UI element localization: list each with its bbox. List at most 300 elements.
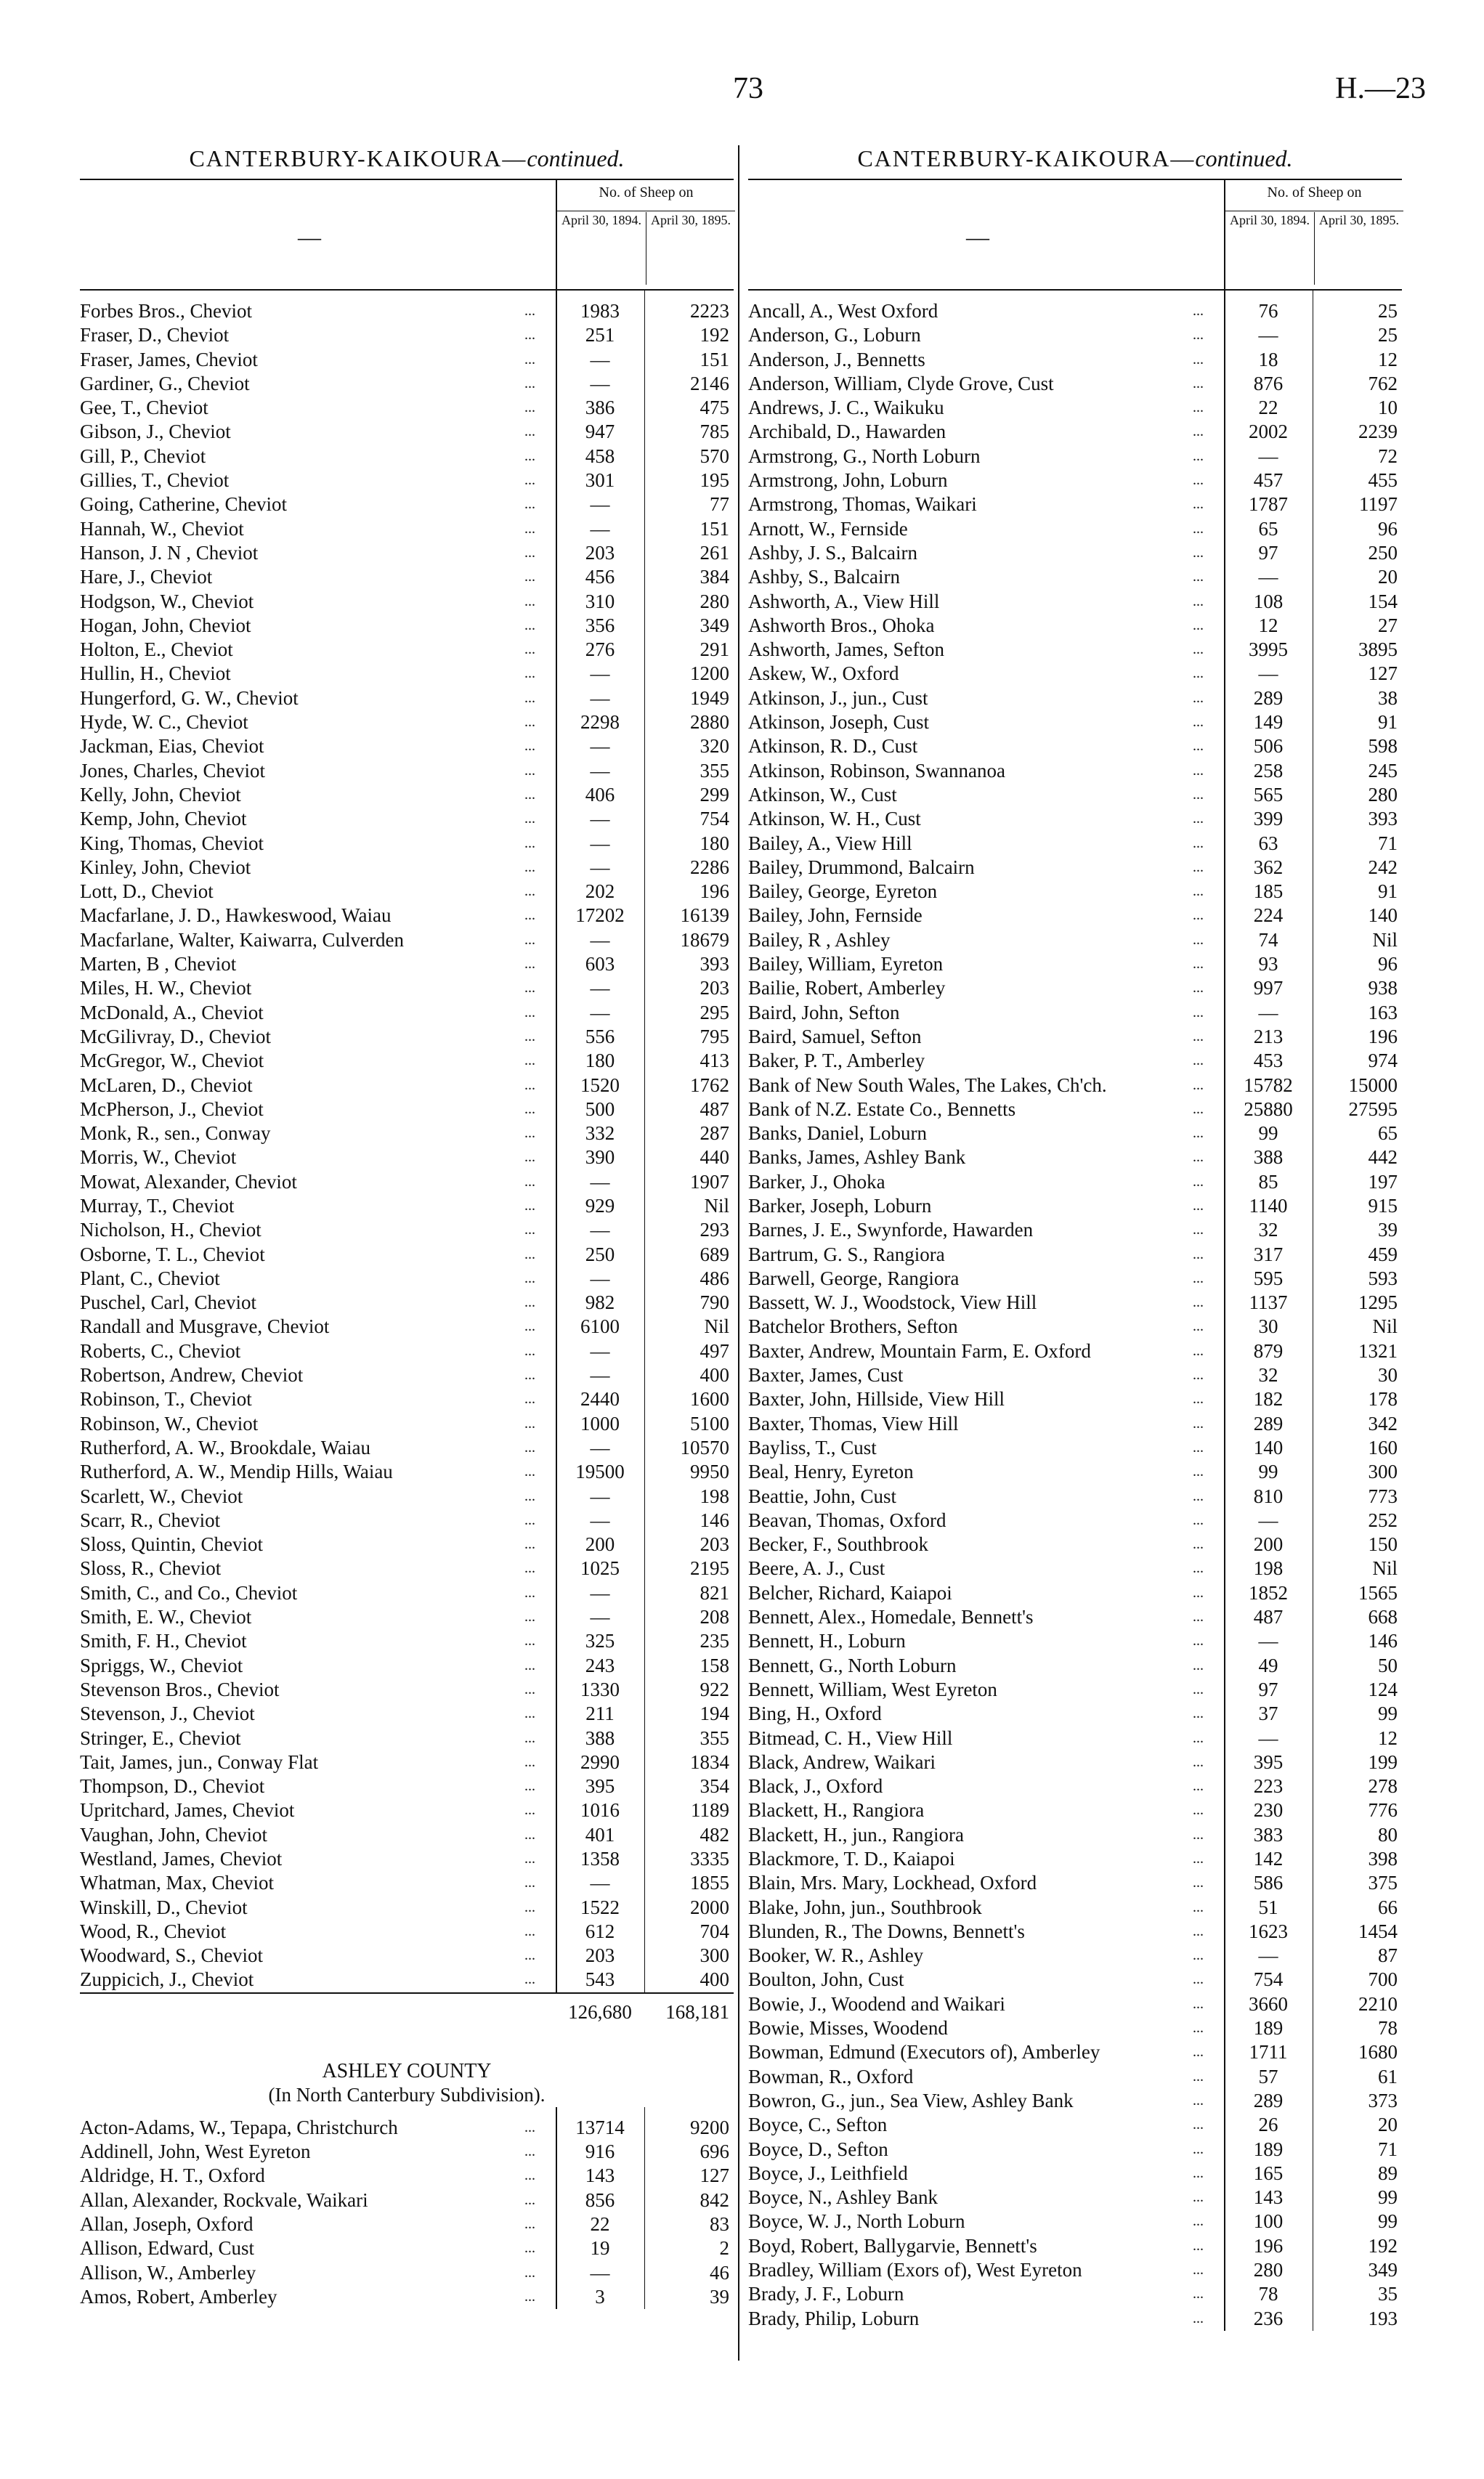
sheep-1894: 310 (585, 590, 615, 612)
sheep-1894: 388 (585, 1727, 615, 1749)
holder-name: Blackett, H., jun., Rangiora (748, 1823, 964, 1846)
sheep-1894: 189 (1253, 2138, 1284, 2160)
holder-name: Stringer, E., Cheviot (80, 1727, 241, 1749)
leader-dots: ... (1193, 2286, 1204, 2302)
sheep-1894: 3 (595, 2285, 605, 2308)
table-row (80, 348, 734, 372)
sheep-1894: 182 (1253, 1388, 1284, 1411)
holder-name: Baxter, John, Hillside, View Hill (748, 1388, 1005, 1411)
table-row (80, 662, 734, 686)
holder-name: Arnott, W., Fernside (748, 517, 908, 540)
sheep-1895: 2000 (690, 1896, 729, 1918)
holder-name: Morris, W., Cheviot (80, 1146, 237, 1169)
leader-dots: ... (1193, 2189, 1204, 2206)
sheep-1894: 453 (1253, 1050, 1284, 1072)
holder-name: Ancall, A., West Oxford (748, 300, 938, 322)
sheep-1895: 475 (700, 397, 729, 419)
sheep-1894: 565 (1253, 783, 1284, 806)
leader-dots: ... (1193, 2310, 1204, 2326)
sheep-1895: 39 (710, 2285, 729, 2308)
table-row (80, 832, 734, 856)
sheep-1895: 96 (1378, 953, 1398, 975)
sheep-1894: 76 (1258, 300, 1278, 322)
leader-dots: ... (1193, 2092, 1204, 2109)
sheep-1895: 1295 (1358, 1291, 1398, 1314)
table-row (748, 1871, 1402, 1895)
sheep-1894: 289 (1253, 686, 1284, 709)
header-dash: — (966, 224, 989, 250)
leader-dots: ... (524, 811, 535, 827)
holder-name: Baxter, Andrew, Mountain Farm, E. Oxford (748, 1339, 1091, 1362)
sheep-1895: 2223 (690, 300, 729, 322)
holder-name: Atkinson, R. D., Cust (748, 735, 918, 758)
sheep-1894: — (590, 686, 610, 709)
holder-name: Bowie, J., Woodend and Waikari (748, 1992, 1005, 2015)
holder-name: Atkinson, J., jun., Cust (748, 686, 928, 709)
leader-dots: ... (524, 1076, 535, 1093)
holder-name: Upritchard, James, Cheviot (80, 1799, 295, 1822)
holder-name: Armstrong, G., North Loburn (748, 445, 981, 467)
leader-dots: ... (524, 447, 535, 464)
sheep-1895: 299 (700, 783, 729, 806)
leader-dots: ... (1193, 1826, 1204, 1843)
holder-name: Batchelor Brothers, Sefton (748, 1315, 958, 1338)
sheep-1895: 127 (1368, 662, 1398, 685)
sheep-1895: 442 (1368, 1146, 1398, 1169)
sheep-1895: 570 (700, 445, 729, 467)
sheep-1894: 140 (1253, 1436, 1284, 1458)
leader-dots: ... (1193, 399, 1204, 416)
sheep-1894: 19500 (575, 1461, 625, 1483)
table-row (80, 952, 734, 976)
left-title: CANTERBURY-KAIKOURA—continued. (189, 145, 625, 171)
sheep-1895: 300 (1368, 1461, 1398, 1483)
sheep-1895: 2286 (690, 856, 729, 878)
holder-name: Hannah, W., Cheviot (80, 517, 244, 540)
holder-name: Stevenson Bros., Cheviot (80, 1678, 280, 1700)
sheep-1895: 197 (1368, 1170, 1398, 1193)
sheep-1894: — (590, 372, 610, 394)
sheep-1895: Nil (1372, 928, 1398, 951)
holder-name: Archibald, D., Hawarden (748, 421, 946, 443)
leader-dots: ... (524, 1439, 535, 1456)
table-row (80, 1218, 734, 1242)
table-row (748, 1629, 1402, 1653)
leader-dots: ... (524, 2167, 535, 2184)
holder-name: Bennett, G., North Loburn (748, 1654, 957, 1676)
table-row (748, 1460, 1402, 1484)
holder-name: Bailie, Robert, Amberley (748, 977, 946, 999)
sheep-1894: 12 (1258, 614, 1278, 636)
holder-name: Monk, R., sen., Conway (80, 1122, 271, 1145)
sheep-1895: 20 (1378, 2114, 1398, 2136)
sheep-1894: — (1258, 662, 1278, 685)
leader-dots: ... (524, 1004, 535, 1021)
leader-dots: ... (524, 859, 535, 875)
sheep-1895: 50 (1378, 1654, 1398, 1676)
holder-name: Plant, C., Cheviot (80, 1267, 220, 1289)
sheep-1894: 22 (1258, 397, 1278, 419)
table-row (80, 1315, 734, 1339)
holder-name: Bennett, Alex., Homedale, Bennett's (748, 1606, 1034, 1628)
table-row (748, 952, 1402, 976)
holder-name: Andrews, J. C., Waikuku (748, 397, 944, 419)
leader-dots: ... (1193, 2020, 1204, 2037)
sheep-1895: 455 (1368, 469, 1398, 492)
table-row (748, 1025, 1402, 1049)
sheep-1894: 1711 (1249, 2041, 1288, 2064)
sheep-1894: 1358 (580, 1848, 620, 1870)
sheep-1895: 3895 (1358, 638, 1398, 661)
leader-dots: ... (1193, 2237, 1204, 2254)
holder-name: Bowron, G., jun., Sea View, Ashley Bank (748, 2089, 1074, 2111)
leader-dots: ... (524, 1899, 535, 1915)
sheep-1894: 243 (585, 1654, 615, 1676)
sheep-1895: 78 (1378, 2017, 1398, 2040)
sheep-1895: 785 (700, 421, 729, 443)
leader-dots: ... (524, 1633, 535, 1650)
table-row (748, 348, 1402, 372)
leader-dots: ... (524, 1100, 535, 1117)
leader-dots: ... (524, 1826, 535, 1843)
sheep-1895: 208 (700, 1606, 729, 1628)
holder-name: Vaughan, John, Cheviot (80, 1823, 267, 1846)
table-row (748, 2113, 1402, 2137)
table-row (748, 1581, 1402, 1605)
sheep-1894: 15782 (1244, 1074, 1293, 1096)
holder-name: Bailey, Drummond, Balcairn (748, 856, 975, 878)
table-row (748, 1339, 1402, 1363)
table-row (748, 1363, 1402, 1387)
sheep-1895: 1949 (690, 686, 729, 709)
leader-dots: ... (524, 1609, 535, 1626)
sheep-1895: 482 (700, 1823, 729, 1846)
table-row (748, 1992, 1402, 2016)
sheep-1895: 46 (710, 2261, 729, 2284)
table-row (80, 904, 734, 928)
sheep-1895: 89 (1378, 2162, 1398, 2184)
sheep-1894: 754 (1253, 1968, 1284, 1991)
leader-dots: ... (524, 1391, 535, 1408)
sheep-1894: — (590, 1219, 610, 1241)
sheep-1895: 295 (700, 1001, 729, 1023)
table-row (80, 1145, 734, 1169)
sheep-1894: 603 (585, 953, 615, 975)
sheep-1894: 810 (1253, 1485, 1284, 1507)
holder-name: McDonald, A., Cheviot (80, 1001, 264, 1023)
holder-name: Belcher, Richard, Kaiapoi (748, 1581, 952, 1604)
leader-dots: ... (1193, 1633, 1204, 1650)
sheep-1894: 236 (1253, 2307, 1284, 2329)
leader-dots: ... (1193, 2262, 1204, 2279)
holder-name: Boulton, John, Cust (748, 1968, 904, 1991)
sheep-1894: 399 (1253, 808, 1284, 830)
sheep-1895: 91 (1378, 711, 1398, 734)
sheep-1895: 974 (1368, 1050, 1398, 1072)
table-row (748, 590, 1402, 614)
leader-dots: ... (524, 1536, 535, 1553)
sheep-1894: 929 (585, 1194, 615, 1217)
holder-name: Barker, J., Ohoka (748, 1170, 885, 1193)
sheep-1895: 196 (1368, 1025, 1398, 1047)
table-row (80, 710, 734, 734)
sheep-1895: 2239 (1358, 421, 1398, 443)
table-row (748, 492, 1402, 516)
sheep-1894: 2990 (580, 1750, 620, 1773)
table-row (80, 590, 734, 614)
sheep-1895: 1907 (690, 1170, 729, 1193)
leader-dots: ... (524, 931, 535, 948)
leader-dots: ... (524, 1149, 535, 1166)
holder-name: Allan, Joseph, Oxford (80, 2212, 254, 2235)
holder-name: Hogan, John, Cheviot (80, 614, 251, 636)
sheep-1894: 2002 (1249, 421, 1288, 443)
sheep-1894: 143 (1253, 2186, 1284, 2209)
holder-name: Bailey, R , Ashley (748, 928, 891, 951)
table-row (80, 1194, 734, 1218)
sheep-1895: 71 (1378, 832, 1398, 854)
table-row (748, 638, 1402, 662)
leader-dots: ... (1193, 617, 1204, 633)
table-row (748, 1847, 1402, 1871)
sheep-1894: 317 (1253, 1243, 1284, 1265)
holder-name: Roberts, C., Cheviot (80, 1339, 241, 1362)
sheep-1894: — (1258, 566, 1278, 588)
sheep-1894: 250 (585, 1243, 615, 1265)
holder-name: Ashworth, James, Sefton (748, 638, 944, 661)
holder-name: Barnes, J. E., Swynforde, Hawarden (748, 1219, 1034, 1241)
holder-name: Barker, Joseph, Loburn (748, 1194, 932, 1217)
table-row (748, 710, 1402, 734)
sheep-1895: 235 (700, 1630, 729, 1652)
leader-dots: ... (524, 2191, 535, 2208)
leader-dots: ... (1193, 689, 1204, 706)
table-row (80, 2188, 734, 2212)
table-row (80, 1654, 734, 1678)
sheep-1895: 1321 (1358, 1339, 1398, 1362)
holder-name: Woodward, S., Cheviot (80, 1944, 264, 1967)
sheep-1894: 982 (585, 1291, 615, 1314)
sheep-1894: 1025 (580, 1557, 620, 1580)
leader-dots: ... (524, 1488, 535, 1504)
leader-dots: ... (1193, 1149, 1204, 1166)
leader-dots: ... (524, 956, 535, 973)
sheep-1894: 74 (1258, 928, 1278, 951)
sheep-1895: 38 (1378, 686, 1398, 709)
sheep-1895: 199 (1368, 1750, 1398, 1773)
sheep-1894: 356 (585, 614, 615, 636)
table-row (80, 1847, 734, 1871)
table-row (748, 1654, 1402, 1678)
sheep-1895: 146 (1368, 1630, 1398, 1652)
sheep-1895: 61 (1378, 2065, 1398, 2088)
leader-dots: ... (1193, 1681, 1204, 1697)
sheep-1894: 57 (1258, 2065, 1278, 2088)
table-row (748, 1702, 1402, 1726)
sheep-1895: 700 (1368, 1968, 1398, 1991)
table-row (748, 2258, 1402, 2282)
table-row (80, 2212, 734, 2236)
sheep-1895: 1197 (1359, 493, 1398, 516)
table-row (80, 2140, 734, 2164)
leader-dots: ... (1193, 2044, 1204, 2061)
sheep-1894: 100 (1253, 2210, 1284, 2233)
sheep-1895: 2146 (690, 372, 729, 394)
holder-name: Miles, H. W., Cheviot (80, 977, 252, 999)
holder-name: Booker, W. R., Ashley (748, 1944, 924, 1967)
sheep-1895: 497 (700, 1339, 729, 1362)
leader-dots: ... (524, 1052, 535, 1069)
table-row (80, 2261, 734, 2285)
sheep-1895: 83 (710, 2212, 729, 2235)
leader-dots: ... (524, 1851, 535, 1867)
sheep-1894: 258 (1253, 759, 1284, 782)
sheep-1895: 66 (1378, 1896, 1398, 1918)
sheep-caption: No. of Sheep on (1225, 180, 1403, 211)
sheep-1895: 154 (1368, 590, 1398, 612)
sheep-1895: 192 (700, 324, 729, 346)
holder-name: Gardiner, G., Cheviot (80, 372, 250, 394)
holder-name: Blunden, R., The Downs, Bennett's (748, 1920, 1025, 1942)
sheep-1895: 2195 (690, 1557, 729, 1580)
leader-dots: ... (1193, 1657, 1204, 1673)
sheep-1894: 2440 (580, 1388, 620, 1411)
table-row (80, 1896, 734, 1920)
holder-name: Rutherford, A. W., Mendip Hills, Waiau (80, 1461, 393, 1483)
leader-dots: ... (1193, 472, 1204, 489)
holder-name: Aldridge, H. T., Oxford (80, 2164, 265, 2187)
sheep-1894: 401 (585, 1823, 615, 1846)
sheep-1894: — (590, 1606, 610, 1628)
table-row (80, 1629, 734, 1653)
holder-name: Bradley, William (Exors of), West Eyreton (748, 2259, 1082, 2281)
sheep-1894: — (590, 1509, 610, 1531)
sheep-1895: 150 (1368, 1533, 1398, 1556)
right-table-body (748, 291, 1402, 2331)
leader-dots: ... (1193, 1391, 1204, 1408)
holder-name: Bing, H., Oxford (748, 1703, 882, 1725)
table-row (748, 396, 1402, 420)
sheep-1894: 202 (585, 880, 615, 903)
table-row (80, 299, 734, 323)
holder-name: McGregor, W., Cheviot (80, 1050, 264, 1072)
leader-dots: ... (524, 1584, 535, 1601)
leader-dots: ... (1193, 1778, 1204, 1795)
sheep-1894: — (590, 977, 610, 999)
holder-name: Smith, C., and Co., Cheviot (80, 1581, 298, 1604)
table-row (748, 2162, 1402, 2186)
leader-dots: ... (524, 1875, 535, 1891)
holder-name: Bailey, George, Eyreton (748, 880, 938, 903)
holder-name: Allison, Edward, Cust (80, 2237, 254, 2260)
sheep-1895: 1454 (1358, 1920, 1398, 1942)
sheep-1894: 97 (1258, 541, 1278, 564)
sheep-1895: 293 (700, 1219, 729, 1241)
table-row (748, 1218, 1402, 1242)
sheep-1895: 398 (1368, 1848, 1398, 1870)
holder-name: Jackman, Eias, Cheviot (80, 735, 264, 758)
sheep-1894: 78 (1258, 2283, 1278, 2305)
col-1895: April 30, 1895. (646, 212, 735, 285)
holder-name: Barwell, George, Rangiora (748, 1267, 960, 1289)
holder-name: McPherson, J., Cheviot (80, 1098, 264, 1120)
leader-dots: ... (1193, 738, 1204, 755)
left-column (80, 145, 734, 2309)
holder-name: Hullin, H., Cheviot (80, 662, 231, 685)
sheep-1894: 108 (1253, 590, 1284, 612)
table-row (80, 396, 734, 420)
table-row (80, 759, 734, 783)
table-row (80, 468, 734, 492)
sheep-1895: 393 (1368, 808, 1398, 830)
table-row (80, 2236, 734, 2260)
table-row (748, 904, 1402, 928)
leader-dots: ... (524, 1173, 535, 1190)
sheep-1895: 393 (700, 953, 729, 975)
sheep-1895: 373 (1368, 2089, 1398, 2111)
total-1895: 168,181 (665, 2000, 729, 2023)
sheep-1895: 9950 (690, 1461, 729, 1483)
holder-name: King, Thomas, Cheviot (80, 832, 264, 854)
leader-dots: ... (1193, 883, 1204, 900)
leader-dots: ... (524, 351, 535, 368)
table-row (80, 1436, 734, 1460)
table-row (748, 1823, 1402, 1847)
table-row (748, 445, 1402, 468)
sheep-1894: 93 (1258, 953, 1278, 975)
sheep-1895: 25 (1378, 300, 1398, 322)
leader-dots: ... (1193, 447, 1204, 464)
sheep-1895: 250 (1368, 541, 1398, 564)
sheep-1895: 598 (1368, 735, 1398, 758)
holder-name: Macfarlane, J. D., Hawkeswood, Waiau (80, 904, 392, 927)
holder-name: Tait, James, jun., Conway Flat (80, 1750, 319, 1773)
sheep-1894: — (1258, 1509, 1278, 1531)
table-row (748, 2016, 1402, 2040)
holder-name: Sloss, Quintin, Cheviot (80, 1533, 264, 1556)
sheep-1895: 80 (1378, 1823, 1398, 1846)
table-row (748, 420, 1402, 444)
table-row (80, 1581, 734, 1605)
leader-dots: ... (1193, 1705, 1204, 1722)
total-1894: 126,680 (568, 2000, 632, 2023)
holder-name: Nicholson, H., Cheviot (80, 1219, 261, 1241)
holder-name: Bowman, R., Oxford (748, 2065, 914, 2088)
sheep-1895: 65 (1378, 1122, 1398, 1145)
sheep-1895: 163 (1368, 1001, 1398, 1023)
table-row (748, 1049, 1402, 1073)
leader-dots: ... (524, 665, 535, 682)
sheep-1895: 30 (1378, 1364, 1398, 1387)
leader-dots: ... (1193, 423, 1204, 440)
holder-name: Askew, W., Oxford (748, 662, 899, 685)
leader-dots: ... (524, 617, 535, 633)
leader-dots: ... (524, 714, 535, 731)
sheep-1894: 13714 (575, 2116, 625, 2138)
holder-name: Anderson, William, Clyde Grove, Cust (748, 372, 1054, 394)
holder-name: Beal, Henry, Eyreton (748, 1461, 914, 1483)
sheep-1895: 203 (700, 1533, 729, 1556)
table-row (80, 880, 734, 904)
sheep-1895: 91 (1378, 880, 1398, 903)
sheep-1895: 252 (1368, 1509, 1398, 1531)
sheep-1894: 301 (585, 469, 615, 492)
leader-dots: ... (524, 1246, 535, 1262)
sheep-1894: 203 (585, 1944, 615, 1967)
sheep-1894: 332 (585, 1122, 615, 1145)
table-row (80, 1001, 734, 1025)
sheep-1895: 459 (1368, 1243, 1398, 1265)
